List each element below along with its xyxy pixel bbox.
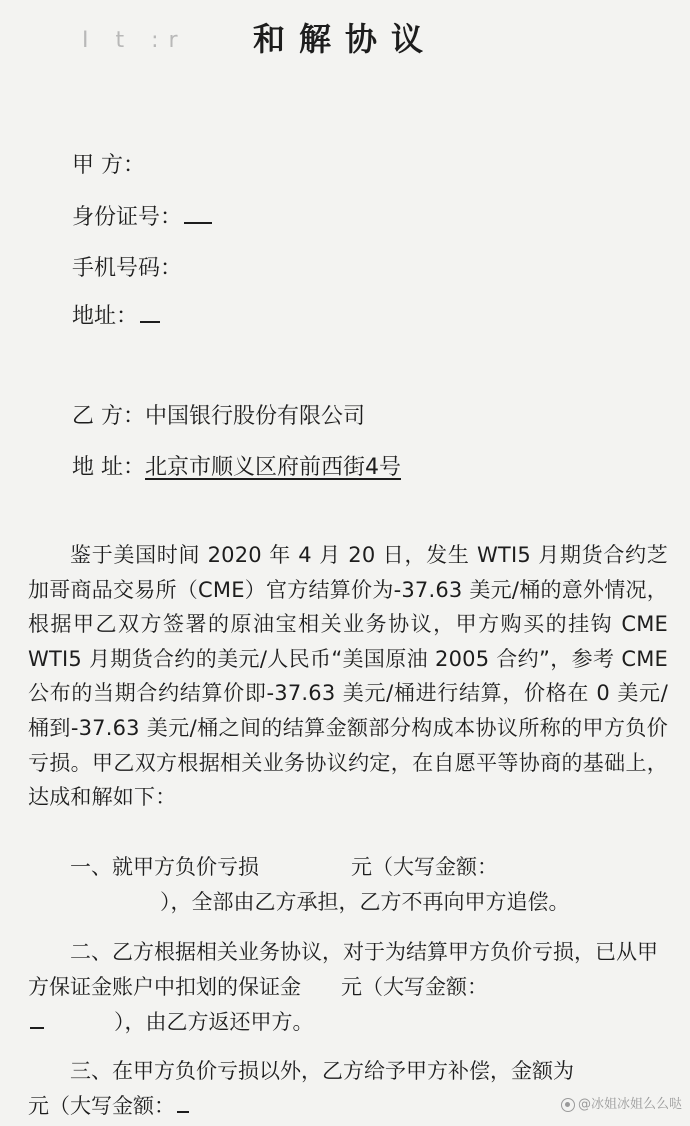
party-a-label-text: 甲 方： [72, 153, 145, 178]
watermark [561, 1093, 682, 1112]
clause-2-line-2-b: 元（大写金额： [341, 975, 488, 999]
preamble-paragraph: 鉴于美国时间 2020 年 4 月 20 日，发生 WTI5 月期货合约芝加哥商品交易所（CME）官方结算价为-37.63 美元/桶的意外情况，根据甲乙双方签署的原油宝相关业务协议，甲方购买的挂钩 CME WTI5 月期货合约的美元/人民币“美国原油 2005 合约”，参考 CME 公布的当期合约结算价即-37.63 美元/桶进行结算，价格在 0 美元/桶到-37.63 美元/桶之间的结算金额部分构成本协议所称的甲方负价亏损。甲乙双方根据相关业务协议约定，在自愿平等协商的基础上，达成和解如下： [28, 543, 668, 810]
clause-2-line-1: 二、乙方根据相关业务协议，对于为结算甲方负价亏损，已从甲 [70, 940, 658, 964]
clause-2-line-2-a: 方保证金账户中扣划的保证金 [28, 975, 301, 999]
weibo-icon [561, 1098, 575, 1112]
party-a-address-field [72, 299, 160, 330]
party-b-address: 北京市顺义区府前西街4号 [145, 455, 401, 480]
clause-1-line-1-b: 元（大写金额： [351, 855, 498, 879]
party-b-address-field [72, 450, 401, 481]
party-b-field [72, 399, 365, 430]
party-a-label [72, 148, 145, 179]
clause-2-line-2 [28, 971, 488, 1001]
document-title: 和解协议 [252, 20, 437, 58]
watermark-text: @冰姐冰姐么么哒 [577, 1097, 682, 1112]
clause-1-line-2: ），全部由乙方承担，乙方不再向甲方追偿。 [160, 890, 570, 914]
clause-3-blank [177, 1097, 189, 1113]
clause-3-line-2-text: 元（大写金额： [28, 1094, 175, 1118]
clause-2-blank [30, 1013, 44, 1029]
clause-3-line-1: 三、在甲方负价亏损以外，乙方给予甲方补偿，金额为 [70, 1059, 574, 1083]
party-a-id-label: 身份证号： [72, 205, 183, 230]
party-a-phone-label: 手机号码： [72, 256, 183, 281]
party-b-address-label: 地 址： [72, 455, 145, 480]
clause-3-line-2 [28, 1090, 189, 1120]
party-a-id-field [72, 200, 212, 231]
id-blank-line [184, 208, 212, 224]
party-b-name: 中国银行股份有限公司 [145, 404, 366, 429]
clause-1-line-1 [70, 851, 498, 881]
clause-1-line-1-a: 一、就甲方负价亏损 [70, 855, 259, 879]
clause-2-line-3-text: ），由乙方返还甲方。 [114, 1010, 314, 1034]
party-a-phone-field [72, 251, 182, 282]
header-smudge: I t :r [82, 28, 188, 53]
address-blank-line [140, 307, 160, 323]
clause-2-line-3 [28, 1006, 314, 1036]
party-b-label: 乙 方： [72, 404, 145, 429]
party-a-address-label: 地址： [72, 304, 139, 329]
